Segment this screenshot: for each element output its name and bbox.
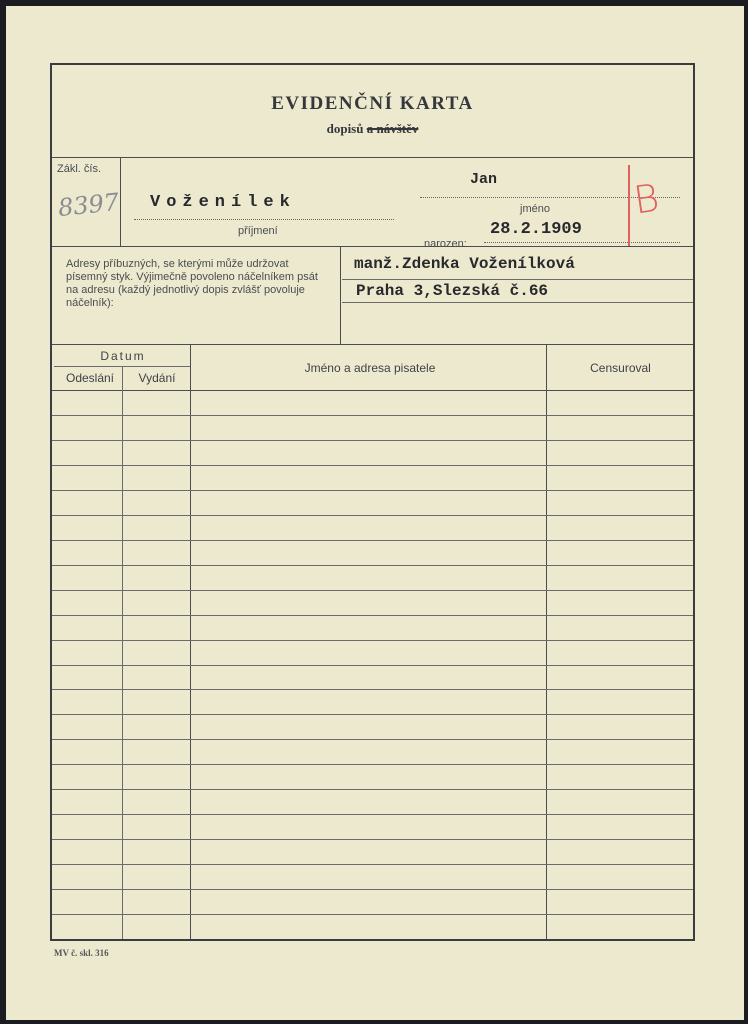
name-address-header: Jméno a adresa pisatele <box>304 361 436 375</box>
table-row-line <box>52 640 693 641</box>
censor-header: Censuroval <box>590 361 651 375</box>
table-row-line <box>52 814 693 815</box>
card-subtitle <box>52 121 693 137</box>
table-row-line <box>52 739 693 740</box>
surname-dotted-line <box>134 219 394 220</box>
table-row-line <box>52 889 693 890</box>
table-row-line <box>52 540 693 541</box>
birth-label: narozen: <box>424 238 467 250</box>
column-line <box>122 366 123 939</box>
date-header: Datum <box>100 349 146 363</box>
birth-dotted-line <box>484 242 680 243</box>
subtitle-struck-text: a návštěv <box>366 121 419 136</box>
birth-value: 28.2.1909 <box>490 220 582 239</box>
divider <box>120 157 121 246</box>
table-row-line <box>52 689 693 690</box>
table-row-line <box>52 764 693 765</box>
table-row-line <box>52 515 693 516</box>
table-row-line <box>52 465 693 466</box>
column-line <box>190 344 191 939</box>
table-row-line <box>52 665 693 666</box>
red-mark-stroke <box>628 165 630 247</box>
column-line <box>546 344 547 939</box>
table-row-line <box>52 714 693 715</box>
table-row-line <box>52 440 693 441</box>
surname-value: Voženílek <box>150 193 296 212</box>
form-code: MV č. skl. 316 <box>54 948 109 958</box>
paper-card <box>6 6 744 1020</box>
sent-header: Odeslání <box>65 371 115 385</box>
card-title: EVIDENČNÍ KARTA <box>271 93 474 114</box>
table-row-line <box>52 864 693 865</box>
divider <box>52 157 693 158</box>
table-row-line <box>52 914 693 915</box>
issued-header: Vydání <box>138 371 176 385</box>
first-name-value: Jan <box>470 171 498 188</box>
subtitle-prefix: dopisů <box>326 121 364 136</box>
address-line-2: Praha 3,Slezská č.66 <box>356 282 549 300</box>
basic-number-value: 8397 <box>56 187 121 223</box>
address-rule-2 <box>342 302 693 303</box>
table-row-line <box>52 839 693 840</box>
table-header-divider <box>52 390 693 391</box>
address-line-1: manž.Zdenka Voženílková <box>354 255 575 273</box>
basic-number-label: Zákl. čís. <box>57 163 102 175</box>
table-row-line <box>52 615 693 616</box>
surname-label: příjmení <box>238 225 278 237</box>
table-row-line <box>52 490 693 491</box>
divider <box>340 246 341 344</box>
table-row-line <box>52 565 693 566</box>
first-name-label: jméno <box>520 203 550 215</box>
red-handwritten-mark: B <box>631 175 662 223</box>
record-card-form <box>50 63 695 941</box>
divider <box>52 246 693 247</box>
table-row-line <box>52 415 693 416</box>
table-row-line <box>52 590 693 591</box>
address-rule-1 <box>342 279 693 280</box>
table-row-line <box>52 789 693 790</box>
divider <box>52 344 693 345</box>
address-note: Adresy příbuzných, se kterými může udržovat písemný styk. Výjimečně povoleno náčelníkem psát na adresu (každý jednotlivý dopis zvlášť povoluje náčelník): <box>66 258 318 309</box>
